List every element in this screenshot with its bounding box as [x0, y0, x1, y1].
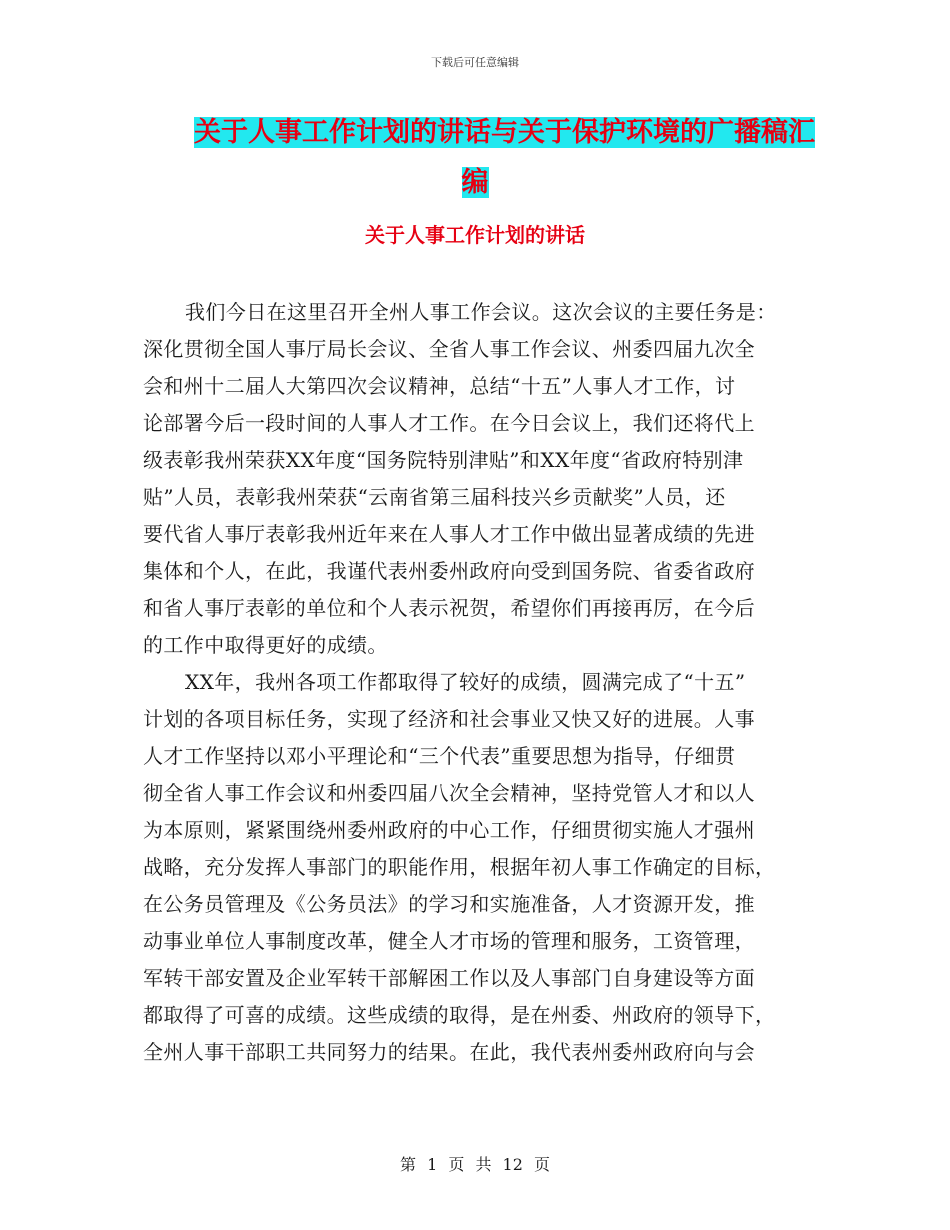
text-line: 深化贯彻全国人事厅局长会议、全省人事工作会议、州委四届九次全: [143, 337, 755, 361]
text-line: 要代省人事厅表彰我州近年来在人事人才工作中做出显著成绩的先进: [143, 522, 755, 546]
page-footer: [0, 1152, 950, 1175]
text-line: 全州人事干部职工共同努力的结果。在此，我代表州委州政府向与会: [143, 1040, 755, 1064]
text-line: 论部署今后一段时间的人事人才工作。在今日会议上，我们还将代上: [143, 411, 755, 435]
text-line: 和省人事厅表彰的单位和个人表示祝贺，希望你们再接再厉，在今后: [143, 596, 755, 620]
text-line: XX年，我州各项工作都取得了较好的成绩，圆满完成了“十五”: [185, 670, 746, 694]
text-line: 在公务员管理及《公务员法》的学习和实施准备，人才资源开发，推: [143, 892, 755, 916]
body-text: [143, 294, 811, 1071]
title-line-1: 关于人事工作计划的讲话与关于保护环境的广播稿汇: [194, 117, 815, 148]
text-line: 我们今日在这里召开全州人事工作会议。这次会议的主要任务是：: [185, 300, 777, 324]
text-line: 为本原则，紧紧围绕州委州政府的中心工作，仔细贯彻实施人才强州: [143, 818, 755, 842]
text-line: 人才工作坚持以邓小平理论和“三个代表”重要思想为指导，仔细贯: [143, 744, 736, 768]
title-line-2: 编: [461, 167, 489, 198]
section-heading: 关于人事工作计划的讲话: [365, 223, 585, 247]
paragraph-2: [143, 664, 811, 1071]
text-line: 的工作中取得更好的成绩。: [143, 633, 388, 657]
text-line: 军转干部安置及企业军转干部解困工作以及人事部门自身建设等方面: [143, 966, 755, 990]
text-line: 计划的各项目标任务，实现了经济和社会事业又快又好的进展。人事: [143, 707, 755, 731]
text-line: 都取得了可喜的成绩。这些成绩的取得，是在州委、州政府的领导下，: [143, 1003, 776, 1027]
page-number-text: 第 1 页 共 12 页: [400, 1155, 550, 1174]
text-line: 彻全省人事工作会议和州委四届八次全会精神，坚持党管人才和以人: [143, 781, 755, 805]
text-line: 集体和个人，在此，我谨代表州委州政府向受到国务院、省委省政府: [143, 559, 755, 583]
text-line: 会和州十二届人大第四次会议精神，总结“十五”人事人才工作，讨: [143, 374, 736, 398]
text-line: 级表彰我州荣获XX年度“国务院特别津贴”和XX年度“省政府特别津: [143, 448, 744, 472]
paragraph-1: [143, 294, 811, 664]
text-line: 动事业单位人事制度改革，健全人才市场的管理和服务，工资管理，: [143, 929, 755, 953]
text-line: 战略，充分发挥人事部门的职能作用，根据年初人事工作确定的目标，: [143, 855, 776, 879]
header-note: 下载后可任意编辑: [431, 56, 519, 69]
text-line: 贴”人员，表彰我州荣获“云南省第三届科技兴乡贡献奖”人员，还: [143, 485, 726, 509]
